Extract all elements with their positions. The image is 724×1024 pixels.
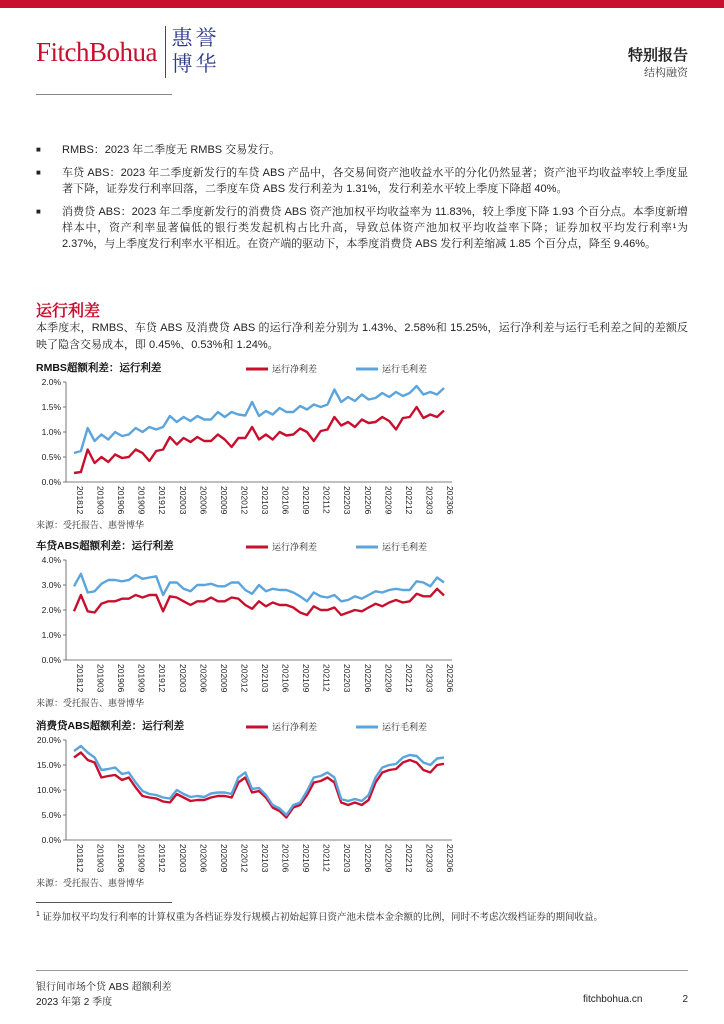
chart-auto-abs-spread — [36, 538, 460, 708]
x-tick-label: 202012 — [239, 486, 250, 515]
x-tick-label: 202009 — [218, 844, 229, 873]
series-line — [74, 589, 444, 615]
chart-title: 消费贷ABS超额利差：运行利差 — [36, 720, 185, 732]
y-tick-label: 4.0% — [41, 555, 61, 565]
summary-bullets — [36, 142, 688, 259]
fitchbohua-logo[interactable] — [36, 26, 219, 78]
x-tick-label: 202203 — [342, 844, 353, 873]
bullet-auto-abs — [36, 165, 688, 197]
y-tick-label: 10.0% — [36, 785, 61, 795]
x-tick-label: 201812 — [75, 486, 85, 515]
x-tick-label: 202206 — [362, 486, 373, 515]
x-tick-label: 202306 — [445, 486, 455, 515]
square-bullet-icon: ■ — [36, 168, 41, 177]
x-tick-label: 201909 — [136, 844, 147, 873]
legend-label: 运行毛利差 — [382, 722, 428, 732]
footer-report-info — [36, 980, 172, 1010]
x-tick-label: 202003 — [177, 486, 188, 515]
bullet-text: 车贷 ABS：2023 年二季度新发行的车贷 ABS 产品中，各交易间资产池收益水平的分化仍然显著；资产池平均收益率较上季度显著下降，证券发行利率回落，二季度车贷 ABS 发行利差为 1.31%，发行利差水平较上季度下降超 40%。 — [62, 167, 688, 195]
x-tick-label: 202006 — [198, 486, 209, 515]
x-tick-label: 201903 — [95, 844, 106, 873]
y-tick-label: 0.0% — [41, 835, 61, 845]
logo-wordmark: FitchBohua — [36, 36, 157, 67]
x-tick-label: 202203 — [342, 664, 353, 693]
report-type: 特别报告 — [627, 47, 688, 64]
bullet-consumer-abs — [36, 204, 688, 252]
logo-char: 华 — [195, 52, 217, 76]
chart-title: RMBS超额利差：运行利差 — [36, 362, 162, 374]
x-tick-label: 202103 — [260, 486, 270, 515]
logo-char: 誉 — [195, 26, 217, 50]
x-tick-label: 201906 — [116, 664, 127, 693]
footer-divider — [36, 970, 688, 971]
section-body: 本季度末，RMBS、车贷 ABS 及消费贷 ABS 的运行净利差分别为 1.43%、2.58%和 15.25%，运行净利差与运行毛利差之间的差额反映了隐含交易成本，即 0.45%、0.53%和 1.24%。 — [36, 322, 688, 351]
x-tick-label: 202006 — [198, 844, 209, 873]
legend-label: 运行净利差 — [272, 722, 318, 732]
footer-site-page — [543, 994, 688, 1005]
y-tick-label: 1.0% — [41, 427, 61, 437]
x-tick-label: 202106 — [280, 486, 291, 515]
x-tick-label: 202206 — [362, 844, 373, 873]
x-tick-label: 202112 — [321, 664, 332, 692]
legend-label: 运行毛利差 — [382, 542, 428, 552]
x-tick-label: 202009 — [218, 486, 229, 515]
x-tick-label: 202109 — [301, 486, 312, 515]
x-tick-label: 202212 — [403, 844, 414, 873]
x-tick-label: 202303 — [424, 664, 435, 693]
x-tick-label: 202212 — [403, 664, 414, 693]
y-tick-label: 0.5% — [41, 452, 61, 462]
section-title: 运行利差 — [36, 303, 101, 320]
x-tick-label: 201912 — [157, 844, 168, 873]
report-subtype: 结构融资 — [644, 67, 688, 79]
x-tick-label: 202103 — [260, 844, 270, 873]
x-tick-label: 202012 — [239, 844, 250, 873]
y-tick-label: 0.0% — [41, 477, 61, 487]
chart-source: 来源：受托报告、惠誉博华 — [36, 698, 145, 708]
legend-label: 运行净利差 — [272, 542, 318, 552]
x-tick-label: 201906 — [116, 844, 127, 873]
square-bullet-icon: ■ — [36, 207, 41, 216]
x-tick-label: 202112 — [321, 844, 332, 872]
x-tick-label: 202303 — [424, 486, 435, 515]
x-tick-label: 202006 — [198, 664, 209, 693]
x-tick-label: 202003 — [177, 844, 188, 873]
x-tick-label: 202206 — [362, 664, 373, 693]
y-tick-label: 1.0% — [41, 630, 61, 640]
page-number: 2 — [682, 994, 688, 1005]
y-tick-label: 5.0% — [41, 810, 61, 820]
logo-chinese-seal — [165, 26, 219, 78]
x-tick-label: 202012 — [239, 664, 250, 693]
y-tick-label: 3.0% — [41, 580, 61, 590]
y-tick-label: 15.0% — [36, 760, 61, 770]
x-tick-label: 202103 — [260, 664, 270, 693]
legend-label: 运行毛利差 — [382, 364, 428, 374]
x-tick-label: 202112 — [321, 486, 332, 514]
chart-rmbs-spread — [36, 360, 460, 530]
y-tick-label: 1.5% — [41, 402, 61, 412]
bullet-text: RMBS：2023 年二季度无 RMBS 交易发行。 — [62, 144, 281, 156]
x-tick-label: 201909 — [136, 486, 147, 515]
header-divider — [36, 94, 172, 95]
x-tick-label: 201903 — [95, 664, 106, 693]
x-tick-label: 202106 — [280, 664, 291, 693]
series-line — [74, 753, 444, 818]
x-tick-label: 201812 — [75, 844, 85, 873]
footnote-divider — [36, 902, 172, 903]
footer-site-link[interactable]: fitchbohua.cn — [582, 994, 643, 1005]
x-tick-label: 202209 — [383, 486, 394, 515]
x-tick-label: 201903 — [95, 486, 106, 515]
x-tick-label: 202109 — [301, 664, 312, 693]
footnote — [36, 908, 676, 925]
top-accent-bar — [0, 0, 724, 8]
y-tick-label: 0.0% — [41, 655, 61, 665]
x-tick-label: 201912 — [157, 664, 168, 693]
x-tick-label: 202306 — [445, 844, 455, 873]
chart-consumer-abs-spread — [36, 718, 460, 888]
x-tick-label: 202109 — [301, 844, 312, 873]
footer-report-title: 银行间市场个贷 ABS 超额利差 — [36, 982, 172, 993]
chart-source: 来源：受托报告、惠誉博华 — [36, 878, 145, 888]
x-tick-label: 202306 — [445, 664, 455, 693]
x-tick-label: 202106 — [280, 844, 291, 873]
bullet-rmbs — [36, 142, 688, 158]
chart-rmbs-svg — [36, 360, 460, 518]
x-tick-label: 202209 — [383, 844, 394, 873]
x-tick-label: 201906 — [116, 486, 127, 515]
y-tick-label: 2.0% — [41, 377, 61, 387]
chart-consumer-abs-svg — [36, 718, 460, 876]
x-tick-label: 202009 — [218, 664, 229, 693]
square-bullet-icon: ■ — [36, 145, 41, 154]
footnote-text: 证券加权平均发行利率的计算权重为各档证券发行规模占初始起算日资产池未偿本金余额的比例，同时不考虑次级档证券的期间收益。 — [39, 912, 604, 924]
logo-char: 博 — [171, 52, 193, 76]
bullet-text: 消费贷 ABS：2023 年二季度新发行的消费贷 ABS 资产池加权平均收益率为 11.83%，较上季度下降 1.93 个百分点。本季度新增样本中，资产利率显著偏低的银行类发起机构占比升高，导致总体资产池加权平均收益率下降；证券加权平均发行利率¹为 2.37%，与上季度发行利率水平相近。在资产端的驱动下，本季度消费贷 ABS 发行利差缩减 1.85 个百分点，降至 9.46%。 — [62, 206, 688, 250]
footnote-marker: 1 — [36, 911, 40, 918]
x-tick-label: 201909 — [136, 664, 147, 693]
legend-label: 运行净利差 — [272, 364, 318, 374]
x-tick-label: 202003 — [177, 664, 188, 693]
x-tick-label: 202212 — [403, 486, 414, 515]
chart-source: 来源：受托报告、惠誉博华 — [36, 520, 145, 530]
chart-title: 车贷ABS超额利差：运行利差 — [36, 540, 174, 552]
x-tick-label: 201912 — [157, 486, 168, 515]
x-tick-label: 202209 — [383, 664, 394, 693]
y-tick-label: 20.0% — [36, 735, 61, 745]
x-tick-label: 202203 — [342, 486, 353, 515]
x-tick-label: 201812 — [75, 664, 85, 693]
y-tick-label: 2.0% — [41, 605, 61, 615]
footer-report-period: 2023 年第 2 季度 — [36, 997, 113, 1008]
chart-auto-abs-svg — [36, 538, 460, 696]
x-tick-label: 202303 — [424, 844, 435, 873]
logo-char: 惠 — [171, 26, 193, 50]
